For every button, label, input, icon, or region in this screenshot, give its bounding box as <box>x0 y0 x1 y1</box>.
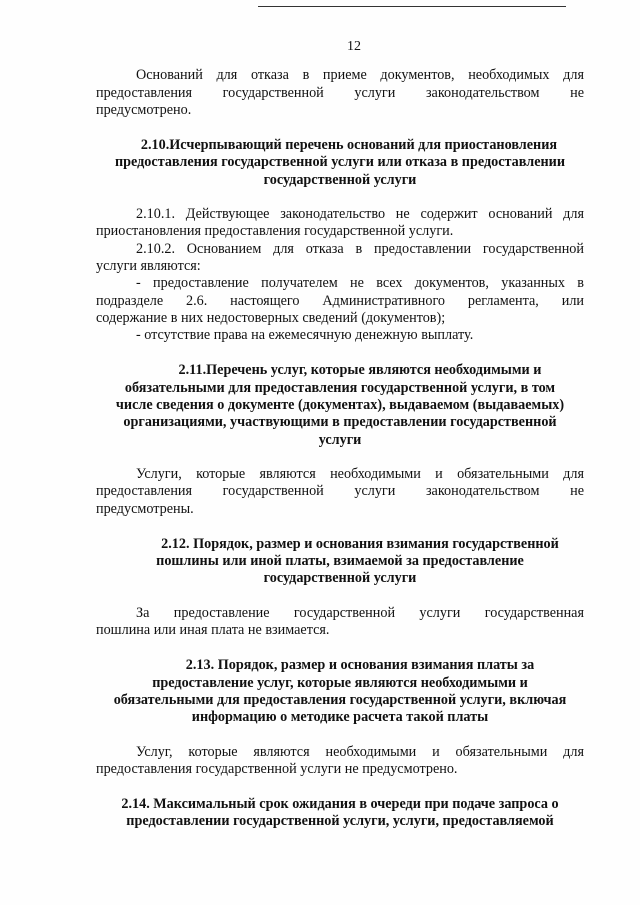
top-rule <box>258 6 566 7</box>
list-item-no-entitlement <box>96 327 584 344</box>
paragraph-2-10-1 <box>96 206 584 241</box>
heading-line: организациями, участвующими в предоставлении государственной <box>123 414 557 431</box>
heading-line: 2.12. Порядок, размер и основания взимания государственной <box>161 535 559 552</box>
heading-2-12 <box>96 536 584 588</box>
heading-line: числе сведения о документе (документах), выдаваемом (выдаваемых) <box>115 397 565 414</box>
heading-2-10 <box>96 137 584 189</box>
text-line: Оснований для отказа в приеме документов, необходимых для <box>136 67 584 84</box>
text-line: 2.10.2. Основанием для отказа в предоставлении государственной <box>136 240 584 257</box>
text-line: За предоставление государственной услуги государственная <box>136 604 584 621</box>
heading-line: 2.10.Исчерпывающий перечень оснований для приостановления <box>140 137 558 154</box>
text-line: Услуг, которые являются необходимыми и обязательными для <box>136 743 584 760</box>
paragraph-2-12 <box>96 605 584 640</box>
heading-2-14 <box>96 796 584 831</box>
heading-line: 2.13. Порядок, размер и основания взимания платы за <box>185 657 535 674</box>
text-line: содержание в них недостоверных сведений (документов); <box>96 309 446 326</box>
heading-2-13 <box>96 657 584 726</box>
heading-line: предоставления государственной услуги или отказа в предоставлении <box>114 154 566 171</box>
paragraph-no-refusal-grounds <box>96 67 584 119</box>
document-page <box>96 38 584 831</box>
heading-line: предоставление услуг, которые являются необходимыми и <box>152 674 528 691</box>
text-line: приостановления предоставления государственной услуги. <box>96 223 454 240</box>
paragraph-2-13 <box>96 744 584 779</box>
text-line: подразделе 2.6. настоящего Административного регламента, или <box>96 292 584 309</box>
heading-line: государственной услуги <box>263 171 417 188</box>
heading-2-11 <box>96 362 584 448</box>
text-line: - отсутствие права на ежемесячную денежную выплату. <box>136 327 474 344</box>
text-line: - предоставление получателем не всех документов, указанных в <box>136 275 584 292</box>
text-line: предусмотрено. <box>96 101 192 118</box>
heading-line: 2.11.Перечень услуг, которые являются необходимыми и <box>178 362 542 379</box>
list-item-incomplete-documents <box>96 275 584 327</box>
heading-line: пошлины или иной платы, взимаемой за предоставление <box>156 553 524 570</box>
page-number: 12 <box>347 39 361 54</box>
text-line: Услуги, которые являются необходимыми и обязательными для <box>136 465 584 482</box>
heading-line: 2.14. Максимальный срок ожидания в очереди при подаче запроса о <box>121 796 559 813</box>
paragraph-2-10-2 <box>96 241 584 276</box>
text-line: предусмотрены. <box>96 500 194 517</box>
text-line: предоставления государственной услуги законодательством не <box>96 84 584 101</box>
text-line: предоставления государственной услуги законодательством не <box>96 483 584 500</box>
heading-line: услуги <box>318 431 362 448</box>
heading-line: информацию о методике расчета такой платы <box>191 709 489 726</box>
heading-line: государственной услуги <box>263 570 417 587</box>
paragraph-2-11 <box>96 466 584 518</box>
text-line: 2.10.1. Действующее законодательство не содержит оснований для <box>136 206 584 223</box>
text-line: услуги являются: <box>96 257 201 274</box>
text-line: пошлина или иная плата не взимается. <box>96 622 330 639</box>
heading-line: предоставлении государственной услуги, услуги, предоставляемой <box>126 813 554 830</box>
text-line: предоставления государственной услуги не предусмотрено. <box>96 760 458 777</box>
heading-line: обязательными для предоставления государственной услуги, включая <box>113 691 567 708</box>
heading-line: обязательными для предоставления государственной услуги, в том <box>124 379 556 396</box>
